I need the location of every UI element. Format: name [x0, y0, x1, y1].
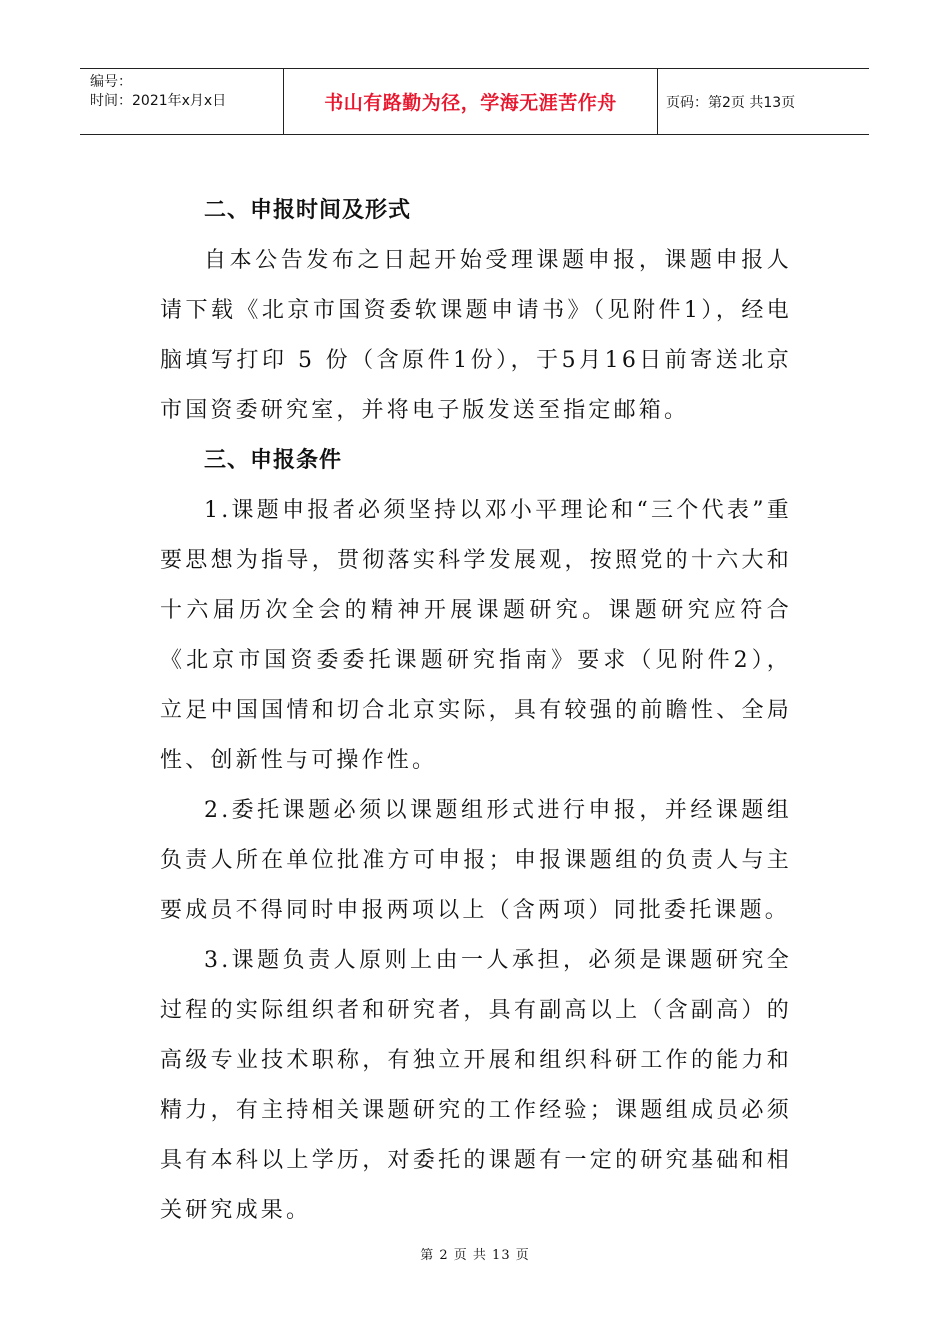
document-body: [160, 186, 792, 1236]
paragraph: 自本公告发布之日起开始受理课题申报，课题申报人请下载《北京市国资委软课题申请书》（见附件1），经电脑填写打印 5 份（含原件1份），于5月16日前寄送北京市国资委研究室，并将电子版发送至指定邮箱。: [160, 248, 792, 423]
page-footer: 第 2 页 共 13 页: [420, 1248, 530, 1263]
paragraph: 2.委托课题必须以课题组形式进行申报，并经课题组负责人所在单位批准方可申报；申报课题组的负责人与主要成员不得同时申报两项以上（含两项）同批委托课题。: [160, 798, 792, 923]
header-page-label: 页码：第2页 共13页: [666, 94, 796, 111]
paragraph: 1.课题申报者必须坚持以邓小平理论和“三个代表”重要思想为指导，贯彻落实科学发展观，按照党的十六大和十六届历次全会的精神开展课题研究。课题研究应符合《北京市国资委委托课题研究指南》要求（见附件2），立足中国国情和切合北京实际，具有较强的前瞻性、全局性、创新性与可操作性。: [160, 498, 792, 773]
paragraph: 3.课题负责人原则上由一人承担，必须是课题研究全过程的实际组织者和研究者，具有副高以上（含副高）的高级专业技术职称，有独立开展和组织科研工作的能力和精力，有主持相关课题研究的工作经验；课题组成员必须具有本科以上学历，对委托的课题有一定的研究基础和相关研究成果。: [160, 948, 792, 1223]
number-label: 编号：: [90, 74, 132, 90]
time-label: 时间：2021年x月x日: [90, 93, 227, 109]
section-heading: 三、申报条件: [204, 448, 343, 473]
header-meta: [80, 69, 284, 134]
section-heading: 二、申报时间及形式: [204, 198, 412, 223]
header-motto: 书山有路勤为径，学海无涯苦作舟: [284, 69, 658, 134]
page-header: [80, 68, 869, 135]
